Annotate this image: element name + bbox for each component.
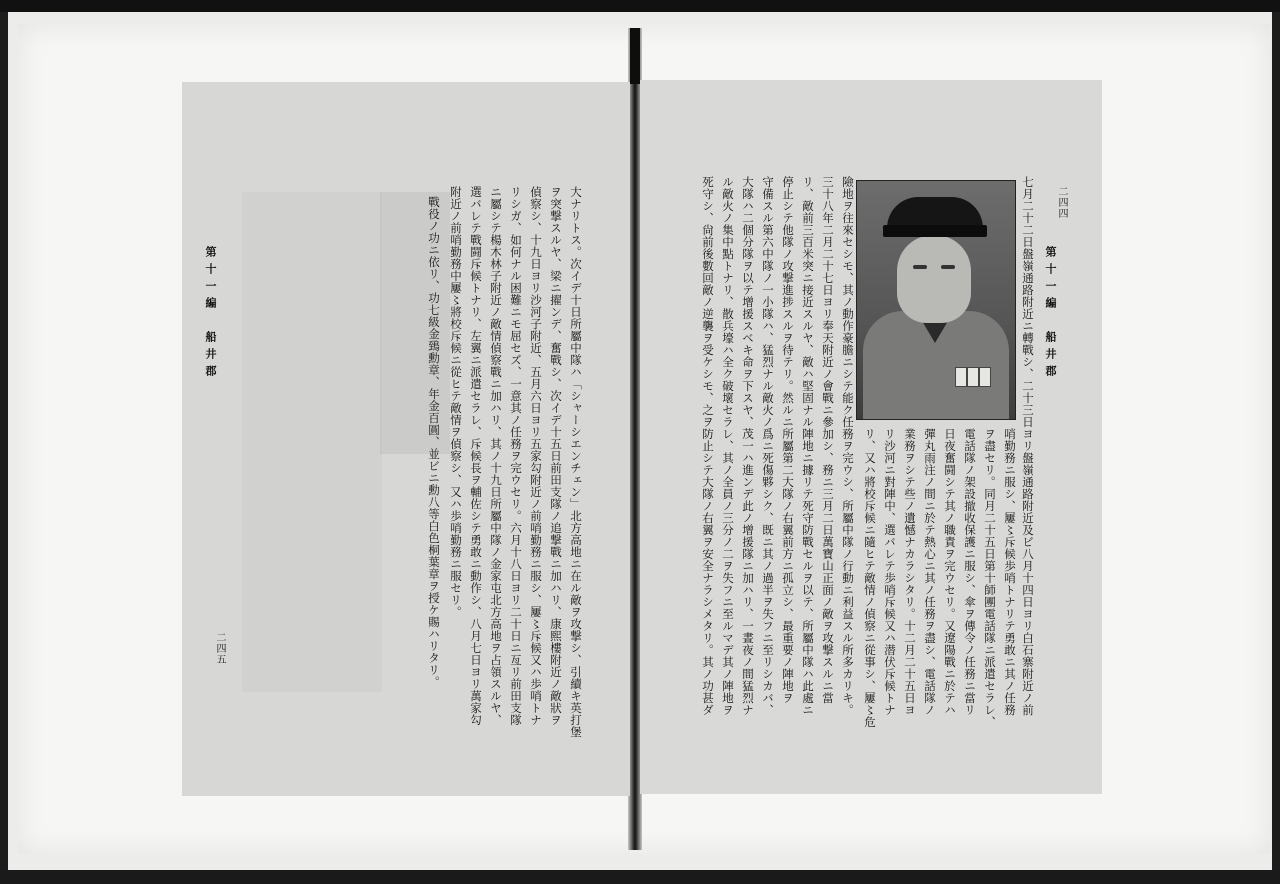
text-column: 大ナリトス。次イデ十日所屬中隊ハ「シャーシエンチェン」北方高地ニ在ル敵ヲ攻撃シ、引續キ英打堡 bbox=[569, 186, 583, 738]
text-column: 戰役ノ功ニ依リ、功七級金鵄勳章、年金百圓、並ビニ勳八等白色桐葉章ヲ授ケ賜ハリタリ。 bbox=[427, 196, 441, 688]
text-column: リ、敵前三百米突ニ接近スルヤ、敵ハ堅固ナル陣地ニ據リテ死守防戰セルヲ以テ、所屬中隊ハ此處ニ bbox=[801, 176, 815, 716]
text-column: 選バレテ戰闘斥候トナリ、左翼ニ派遣セラレ、斥候長ヲ輔佐シテ勇敢ニ動作シ、八月七日ヨリ萬家勾 bbox=[469, 186, 483, 726]
text-column: 偵察シ、十九日ヨリ沙河子附近、五月六日ヨリ五家勾附近ノ前哨勤務ニ服シ、屢〻斥候又ハ歩哨トナ bbox=[529, 186, 543, 726]
text-column: 彈丸雨注ノ間ニ於テ熱心ニ其ノ任務ヲ盡シ、電話隊ノ bbox=[923, 428, 937, 716]
text-column: ヲ盡セリ。同月二十五日第十師團電話隊ニ派遣セラレ、 bbox=[983, 428, 997, 728]
text-column: 停止シテ他隊ノ攻撃進捗スルヲ待テリ。然ルニ所屬第二大隊ノ右翼前方ニ孤立シ、最重要ノ陣地ヲ bbox=[781, 176, 795, 704]
scanner-bottom-border bbox=[0, 870, 1280, 884]
left-page-number: 二四五 bbox=[214, 632, 225, 665]
scanner-top-border bbox=[0, 0, 1280, 12]
right-page-number: 二四四 bbox=[1056, 186, 1067, 219]
text-column: 日夜奮闘シテ其ノ職責ヲ完ウセリ。又遼陽戰ニ於テハ bbox=[943, 428, 957, 716]
text-column: 大隊ハ二個分隊ヲ以テ增援スベキ命ヲ下スヤ、茂一ハ進ンデ此ノ增援隊ニ加ハリ、一晝夜ノ間猛烈ナ bbox=[741, 176, 755, 716]
text-column: リ、又ハ將校斥候ニ隨ヒテ敵情ノ偵察ニ從事シ、屢〻危 bbox=[863, 428, 877, 728]
portrait-photo bbox=[856, 180, 1016, 420]
text-column: 哨勤務ニ服シ、屢〻斥候歩哨トナリテ勇敢ニ其ノ任務 bbox=[1003, 428, 1017, 716]
text-column: 守備スル第六中隊ノ一小隊ハ、猛烈ナル敵火ノ爲ニ死傷夥シク、既ニ其ノ過半ヲ失フニ至リシカバ、 bbox=[761, 176, 775, 716]
text-column: リ沙河ニ對陣中、選バレテ歩哨斥候又ハ潜伏斥候トナ bbox=[883, 428, 897, 716]
gutter-shadow bbox=[630, 28, 640, 84]
text-column: 附近ノ前哨勤務中屢〻將校斥候ニ從ヒテ敵情ヲ偵察シ、又ハ歩哨勤務ニ服セリ。 bbox=[449, 186, 463, 618]
left-running-header: 第十一編 船井郡 bbox=[204, 246, 217, 382]
text-column: ヲ突撃スルヤ、梁ニ擢ンデ、奮戰シ、次イデ十五日前田支隊ノ追撃戰ニ加ハリ、康熙樓附近ノ敵狀ヲ bbox=[549, 186, 563, 726]
text-column: 死守シ、尙前後數回敵ノ逆襲ヲ受ケシモ、之ヲ防止シテ大隊ノ右翼ヲ安全ナラシメタリ。其ノ功甚ダ bbox=[701, 176, 715, 716]
right-running-header: 第十一編 船井郡 bbox=[1044, 246, 1057, 382]
text-column: 險地ヲ往來セシモ、其ノ動作豪膽ニシテ能ク任務ヲ完ウシ、所屬中隊ノ行動ニ利益スル所多カリキ。 bbox=[841, 176, 855, 716]
text-column: ニ屬シテ楊木林子附近ノ敵情偵察戰ニ加ハリ、其ノ十九日所屬中隊ノ金家屯北方高地ヲ占領スルヤ、 bbox=[489, 186, 503, 726]
show-through-text bbox=[242, 192, 382, 692]
text-column: 七月二十二日盤嶺通路附近ニ轉戰シ、二十三日ヨリ盤嶺通路附近及ビ八月十四日ヨリ白石寨附近ノ前 bbox=[1021, 176, 1035, 716]
text-column: 電話隊ノ架設撤收保護ニ服シ、傘ヲ傳令ノ任務ニ當リ bbox=[963, 428, 977, 716]
text-column: リシガ、如何ナル困難ニモ屈セズ、一意其ノ任務ヲ完ウセリ。六月十八日ヨリ二十日ニ亙リ前田支隊 bbox=[509, 186, 523, 726]
text-column: 三十八年二月二十七日ヨリ奉天附近ノ會戰ニ參加シ、務ニ三月二日萬寶山正面ノ敵ヲ攻撃スルニ當 bbox=[821, 176, 835, 704]
text-column: 業務ヲシテ些ノ遺憾ナカラシタリ。十二月二十五日ヨ bbox=[903, 428, 917, 716]
text-column: ル敵火ノ集中點トナリ、散兵壕ハ全ク破壞セラレ、其ノ全員ノ三分ノ二ヲ失フニ至ルマデ其ノ陣地ヲ bbox=[721, 176, 735, 716]
